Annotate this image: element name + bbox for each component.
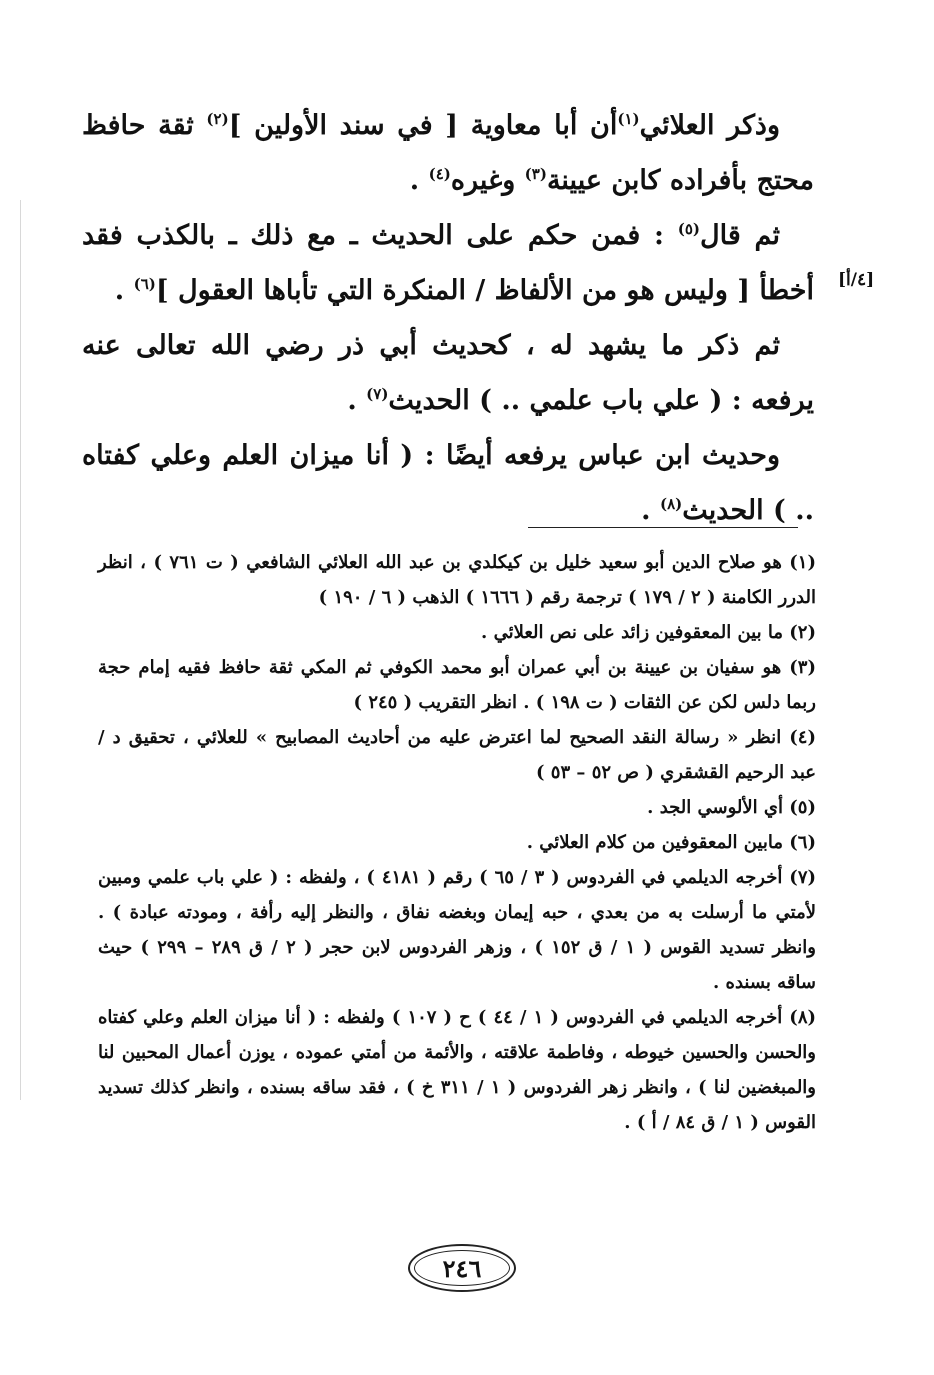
footnote-7: (٧) أخرجه الديلمي في الفردوس ( ٣ / ٦٥ ) رقم ( ٤١٨١ ) ، ولفظه : ( علي باب علمي ومبين لأمتي ما أرسلت به من بعدي ، حبه إيمان وبغضه نفاق ، والنظر إليه رأفة ، ومودته عبادة ) . وانظر تسديد القوس ( ١ / ق ١٥٢ ) ، وزهر الفردوس لابن حجر ( ٢ / ق ٢٨٩ – ٢٩٩ ) حيث ساقه بسنده . bbox=[98, 867, 817, 993]
footnote-ref-7[interactable]: (٧) bbox=[366, 385, 389, 403]
footnote-ref-4[interactable]: (٤) bbox=[428, 165, 451, 183]
footnote-ref-6[interactable]: (٦) bbox=[133, 275, 156, 293]
paragraph-2 bbox=[82, 208, 814, 318]
p3-end: . bbox=[347, 385, 357, 416]
page-number: ٢٤٦ bbox=[442, 1253, 482, 1283]
footnote-ref-8[interactable]: (٨) bbox=[659, 495, 683, 513]
footnote-ref-1[interactable]: (١) bbox=[617, 110, 640, 128]
footnote-4: (٤) انظر « رسالة النقد الصحيح لما اعترض عليه من أحاديث المصابيح » للعلائي ، تحقيق د / عبد الرحيم القشقري ( ص ٥٢ – ٥٣ ) bbox=[98, 727, 816, 783]
p4-end: . bbox=[641, 495, 651, 526]
p4-text: وحديث ابن عباس يرفعه أيضًا : ( أنا ميزان العلم وعلي كفتاه .. ) الحديث bbox=[82, 440, 814, 526]
p3-text: ثم ذكر ما يشهد له ، كحديث أبي ذر رضي الله تعالى عنه يرفعه : ( علي باب علمي .. ) الحديث bbox=[82, 330, 814, 416]
page-number-badge bbox=[408, 1244, 516, 1292]
p1-text3: ثقة حافظ محتج بأفراده كابن عيينة bbox=[82, 110, 814, 196]
p1-text: وذكر العلائي bbox=[639, 110, 780, 141]
p2-end: . bbox=[114, 275, 125, 306]
p2-text2: : فمن حكم على الحديث ـ مع ذلك ـ بالكذب فقد أخطأ [ وليس هو من الألفاظ / المنكرة التي تأباها العقول ] bbox=[82, 220, 814, 306]
footnote-3: (٣) هو سفيان بن عيينة بن أبي عمران أبو محمد الكوفي ثم المكي ثقة حافظ فقيه إمام حجة ربما دلس لكن عن الثقات ( ت ١٩٨ ) . انظر التقريب ( ٢٤٥ ) bbox=[98, 657, 816, 713]
footnotes-section bbox=[98, 545, 816, 1140]
footnote-6: (٦) مابين المعقوفين من كلام العلائي . bbox=[526, 832, 816, 853]
paragraph-1 bbox=[82, 98, 814, 208]
footnote-5: (٥) أي الألوسي الجد . bbox=[647, 797, 816, 818]
footnote-separator bbox=[528, 527, 798, 528]
footnote-1: (١) هو صلاح الدين أبو سعيد خليل بن كيكلدي بن عبد الله العلائي الشافعي ( ت ٧٦١ ) ، انظر الدرر الكامنة ( ٢ / ١٧٩ ) ترجمة رقم ( ١٦٦٦ ) الذهب ( ٦ / ١٩٠ ) bbox=[98, 552, 816, 608]
footnote-8: (٨) أخرجه الديلمي في الفردوس ( ١ / ٤٤ ) ح ( ١٠٧ ) ولفظه : ( أنا ميزان العلم وعلي كفتاه والحسن والحسين خيوطه ، وفاطمة علاقته ، والأئمة من أمتي عموده ، يوزن أعمال المحبين لنا والمبغضين لنا ) ، وانظر زهر الفردوس ( ١ / ٣١١ خ ) ، فقد ساقه بسنده ، وانظر كذلك تسديد القوس ( ١ / ق ٨٤ / أ ) . bbox=[98, 1007, 817, 1133]
scan-artifact-line bbox=[20, 200, 21, 1100]
paragraph-4 bbox=[82, 428, 814, 538]
footnote-ref-5[interactable]: (٥) bbox=[677, 220, 700, 238]
p1-text4: وغيره bbox=[450, 165, 516, 196]
paragraph-3 bbox=[82, 318, 814, 428]
p1-text2: أن أبا معاوية [ في سند الأولين ] bbox=[228, 110, 618, 141]
main-text bbox=[82, 98, 814, 538]
p1-end: . bbox=[409, 165, 420, 196]
footnote-ref-2[interactable]: (٢) bbox=[206, 110, 229, 128]
p2-text: ثم قال bbox=[700, 220, 780, 251]
footnote-ref-3[interactable]: (٣) bbox=[524, 165, 547, 183]
manuscript-folio-note: [٤/أ] bbox=[838, 270, 875, 290]
footnote-2: (٢) ما بين المعقوفين زائد على نص العلائي . bbox=[481, 622, 816, 643]
